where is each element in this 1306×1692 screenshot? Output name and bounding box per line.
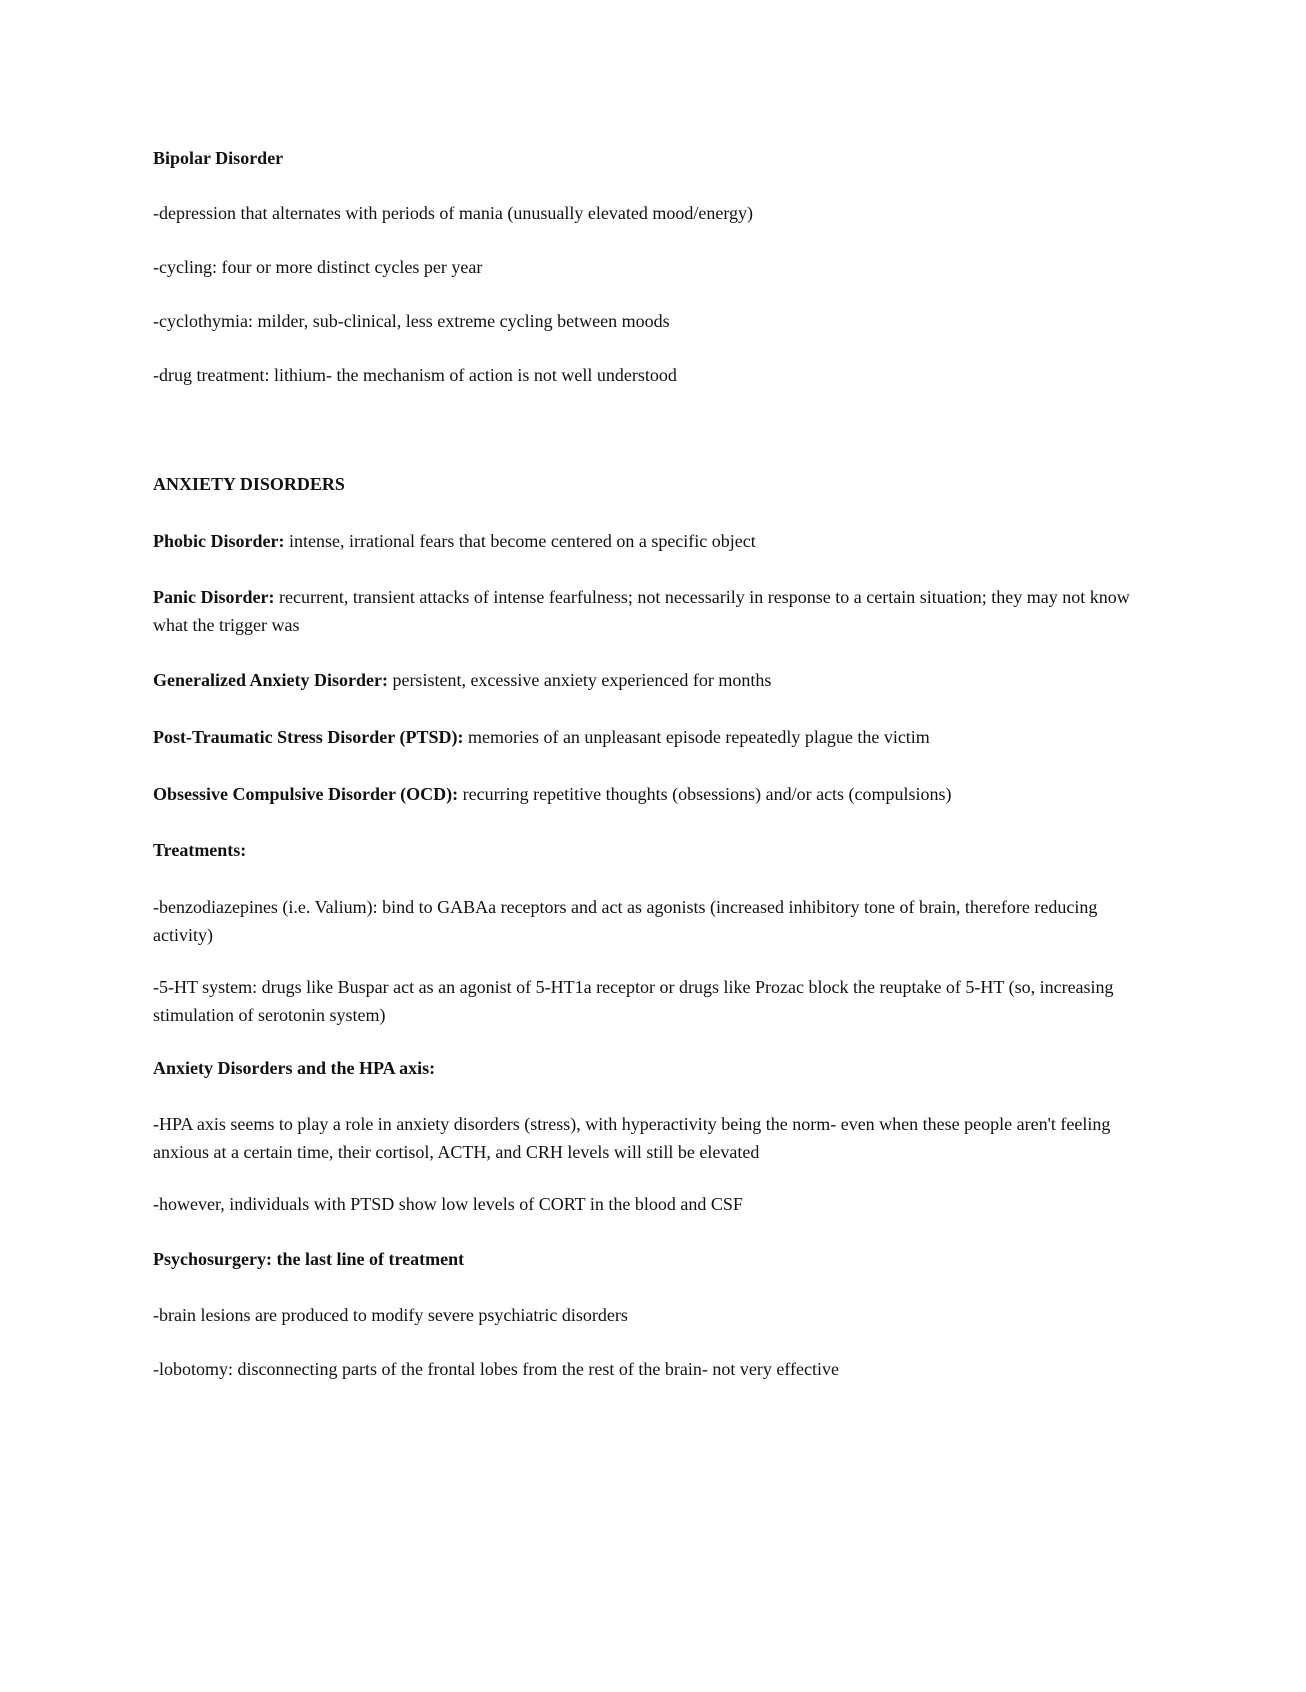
definition-phobic (153, 527, 1133, 555)
definition-text: persistent, excessive anxiety experienced for months (387, 670, 772, 690)
definition-text: intense, irrational fears that become centered on a specific object (284, 531, 756, 551)
bipolar-item: -cyclothymia: milder, sub-clinical, less extreme cycling between moods (153, 311, 670, 331)
bipolar-item: -cycling: four or more distinct cycles per year (153, 257, 483, 277)
bipolar-heading: Bipolar Disorder (153, 148, 284, 168)
treatments-heading: Treatments: (153, 840, 247, 860)
hpa-heading: Anxiety Disorders and the HPA axis: (153, 1058, 436, 1078)
anxiety-heading: ANXIETY DISORDERS (153, 474, 345, 494)
definition-term: Obsessive Compulsive Disorder (OCD): (153, 784, 459, 804)
treatments-item: -benzodiazepines (i.e. Valium): bind to GABAa receptors and act as agonists (increased inhibitory tone of brain, therefore reducing activity) (153, 897, 1098, 945)
treatments-item: -5-HT system: drugs like Buspar act as an agonist of 5-HT1a receptor or drugs like Prozac block the reuptake of 5-HT (so, increasing stimulation of serotonin system) (153, 977, 1114, 1025)
bipolar-item: -depression that alternates with periods of mania (unusually elevated mood/energy) (153, 203, 753, 223)
psychosurgery-item: -brain lesions are produced to modify severe psychiatric disorders (153, 1305, 628, 1325)
definition-term: Panic Disorder: (153, 587, 275, 607)
hpa-item: -however, individuals with PTSD show low levels of CORT in the blood and CSF (153, 1194, 743, 1214)
definition-text: recurrent, transient attacks of intense fearfulness; not necessarily in response to a certain situation; they may not know what the trigger was (153, 587, 1130, 635)
definition-term: Generalized Anxiety Disorder: (153, 670, 388, 690)
definition-ptsd (153, 723, 1133, 751)
definition-term: Phobic Disorder: (153, 531, 285, 551)
definition-gad (153, 666, 1133, 694)
definition-text: recurring repetitive thoughts (obsessions) and/or acts (compulsions) (458, 784, 952, 804)
hpa-item: -HPA axis seems to play a role in anxiety disorders (stress), with hyperactivity being the norm- even when these people aren't feeling anxious at a certain time, their cortisol, ACTH, and CRH levels will still be elevated (153, 1114, 1111, 1162)
definition-text: memories of an unpleasant episode repeatedly plague the victim (463, 727, 930, 747)
definition-term: Post-Traumatic Stress Disorder (PTSD): (153, 727, 464, 747)
bipolar-item: -drug treatment: lithium- the mechanism of action is not well understood (153, 365, 677, 385)
psychosurgery-item: -lobotomy: disconnecting parts of the frontal lobes from the rest of the brain- not very effective (153, 1359, 839, 1379)
psychosurgery-heading: Psychosurgery: the last line of treatment (153, 1249, 465, 1269)
definition-ocd (153, 780, 1133, 808)
definition-panic (153, 583, 1133, 639)
